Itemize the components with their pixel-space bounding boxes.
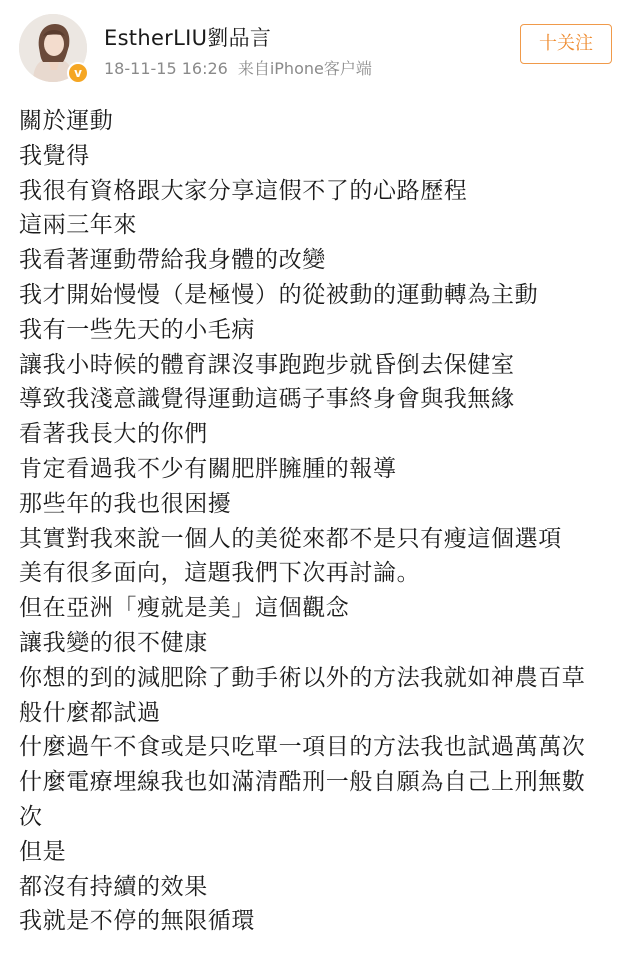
- post-line: 那些年的我也很困擾: [19, 490, 232, 517]
- post-header: [0, 0, 624, 100]
- post-source: 来自iPhone客户端: [237, 59, 372, 78]
- post-line: 導致我淺意識覺得運動這碼子事終身會與我無緣: [19, 386, 515, 413]
- post-line: 次: [19, 803, 43, 830]
- avatar[interactable]: [19, 14, 87, 82]
- post-line: 什麼電療埋線我也如滿清酷刑一般自願為自己上刑無數: [19, 769, 586, 796]
- post-line: 肯定看過我不少有關肥胖臃腫的報導: [19, 455, 397, 482]
- follow-button[interactable]: 十关注: [520, 24, 612, 64]
- post-line: 都沒有持續的效果: [19, 873, 208, 900]
- post-line: 我覺得: [19, 142, 90, 169]
- author-name[interactable]: EstherLIU劉品言: [104, 26, 272, 50]
- post-timestamp: 18-11-15 16:26: [104, 59, 228, 78]
- post-line: 關於運動: [19, 108, 114, 134]
- post-line: 我很有資格跟大家分享這假不了的心路歷程: [19, 177, 468, 204]
- post-line: 什麼過午不食或是只吃單一項目的方法我也試過萬萬次: [19, 734, 586, 761]
- verified-icon: v: [67, 62, 89, 84]
- post-line: 其實對我來說一個人的美從來都不是只有瘦這個選項: [19, 525, 562, 552]
- post-line: 你想的到的減肥除了動手術以外的方法我就如神農百草: [19, 664, 586, 691]
- post-line: 我才開始慢慢（是極慢）的從被動的運動轉為主動: [19, 281, 539, 308]
- post-line: 美有很多面向，這題我們下次再討論。: [19, 560, 421, 587]
- post-line: 我看著運動帶給我身體的改變: [19, 247, 326, 274]
- post-line: 但在亞洲「瘦就是美」這個觀念: [19, 595, 350, 622]
- post-line: 我就是不停的無限循環: [19, 908, 255, 935]
- post-line: 但是: [19, 838, 67, 865]
- post-meta: [104, 56, 372, 79]
- post-line: 讓我變的很不健康: [19, 629, 208, 656]
- post-line: 讓我小時候的體育課沒事跑跑步就昏倒去保健室: [19, 351, 515, 378]
- post-line: 這兩三年來: [19, 212, 137, 239]
- post-line: 般什麼都試過: [19, 699, 161, 726]
- post-line: 看著我長大的你們: [19, 421, 208, 448]
- post-line: 我有一些先天的小毛病: [19, 316, 255, 343]
- post-body: [19, 104, 615, 939]
